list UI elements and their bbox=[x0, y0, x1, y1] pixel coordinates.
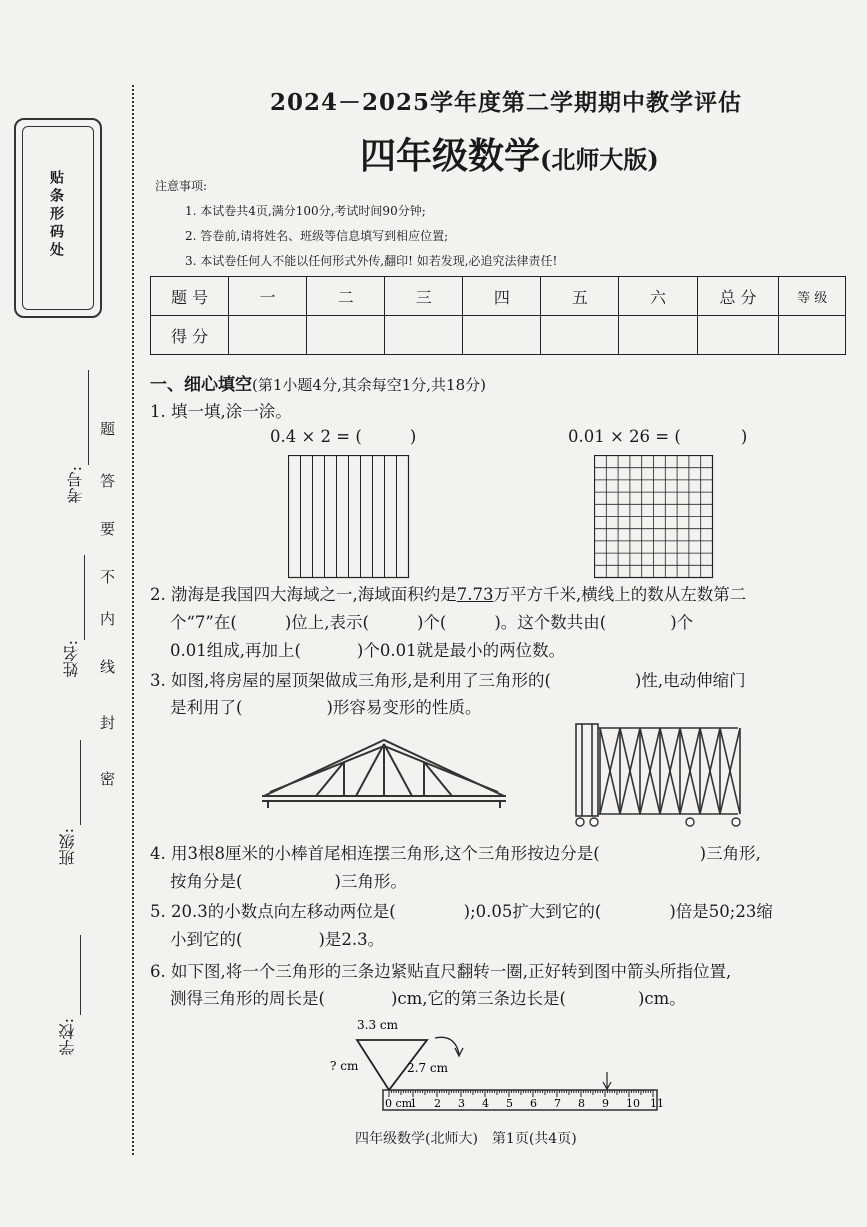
score-header-cell: 总 分 bbox=[697, 277, 779, 316]
strip-grid-10[interactable] bbox=[288, 455, 410, 579]
name-field-line[interactable] bbox=[84, 555, 85, 640]
notice-item: 2. 答卷前,请将姓名、班级等信息填写到相应位置; bbox=[185, 229, 449, 243]
seal-char: 封 bbox=[100, 714, 116, 732]
subject-title bbox=[360, 128, 659, 179]
score-header-cell: 五 bbox=[541, 277, 619, 316]
seal-char: 内 bbox=[100, 610, 116, 628]
score-cell[interactable] bbox=[541, 316, 619, 355]
score-cell[interactable] bbox=[697, 316, 779, 355]
seal-char: 线 bbox=[100, 658, 116, 676]
class-field-line[interactable] bbox=[80, 740, 81, 825]
notice-item: 3. 本试卷任何人不能以任何形式外传,翻印! 如若发现,必追究法律责任! bbox=[185, 254, 558, 268]
ruler-tick-label: 6 bbox=[530, 1097, 537, 1110]
score-header-cell: 三 bbox=[385, 277, 463, 316]
q1-left-expression: 0.4 × 2 = ( ) bbox=[270, 427, 417, 446]
question-4-line-1: 4. 用3根8厘米的小棒首尾相连摆三角形,这个三角形按边分是( )三角形, bbox=[150, 844, 761, 863]
score-cell[interactable] bbox=[619, 316, 697, 355]
triangle-left-side-label: ? cm bbox=[330, 1059, 359, 1073]
class-field-label: 班级: bbox=[58, 828, 77, 866]
ruler-tick-label: 1 bbox=[410, 1097, 417, 1110]
barcode-label: 贴条形码处 bbox=[48, 170, 64, 260]
ruler-tick-label: 11 bbox=[650, 1097, 664, 1110]
score-cell[interactable] bbox=[307, 316, 385, 355]
school-field-line[interactable] bbox=[80, 935, 81, 1015]
rotation-arrow bbox=[435, 1037, 459, 1054]
score-header-cell: 六 bbox=[619, 277, 697, 316]
name-field-label: 姓名: bbox=[62, 640, 81, 678]
question-3-line-2: 是利用了( )形容易变形的性质。 bbox=[170, 698, 482, 717]
seal-char: 题 bbox=[100, 420, 116, 438]
section-heading: 一、细心填空(第1小题4分,其余每空1分,共18分) bbox=[150, 375, 486, 395]
score-header-cell: 四 bbox=[463, 277, 541, 316]
ruler-tick-label: 4 bbox=[482, 1097, 489, 1110]
ruler-tick-label: 7 bbox=[554, 1097, 561, 1110]
notice-heading: 注意事项: bbox=[155, 179, 208, 193]
edition: (北师大版) bbox=[540, 145, 659, 174]
score-cell[interactable] bbox=[463, 316, 541, 355]
binding-line bbox=[132, 85, 134, 1155]
ruler-tick-label: 10 bbox=[626, 1097, 640, 1110]
score-cell[interactable] bbox=[229, 316, 307, 355]
score-header-cell: 一 bbox=[229, 277, 307, 316]
question-5-line-1: 5. 20.3的小数点向左移动两位是( );0.05扩大到它的( )倍是50;23缩 bbox=[150, 902, 773, 921]
underlined-number: 7.73 bbox=[456, 585, 494, 604]
seal-char: 答 bbox=[100, 472, 116, 490]
seal-char: 密 bbox=[100, 770, 116, 788]
question-2-line-2: 个“7”在( )位上,表示( )个( )。这个数共由( )个 bbox=[170, 613, 694, 632]
score-header-cell: 二 bbox=[307, 277, 385, 316]
score-table bbox=[150, 276, 846, 355]
seal-char: 不 bbox=[100, 568, 116, 586]
ruler-tick-label: 9 bbox=[602, 1097, 609, 1110]
exam-number-field-label: 考号: bbox=[66, 466, 85, 504]
score-cell[interactable] bbox=[385, 316, 463, 355]
roof-truss-figure bbox=[256, 734, 512, 812]
triangle-top-side-label: 3.3 cm bbox=[357, 1018, 398, 1032]
triangle-right-side-label: 2.7 cm bbox=[407, 1061, 448, 1075]
exam-number-field-line[interactable] bbox=[88, 370, 89, 465]
ruler-tick-label: 3 bbox=[458, 1097, 465, 1110]
retractable-gate-figure bbox=[572, 716, 744, 832]
score-cell[interactable] bbox=[779, 316, 846, 355]
page-footer: 四年级数学(北师大) 第1页(共4页) bbox=[355, 1131, 577, 1147]
school-field-label: 学校: bbox=[58, 1018, 77, 1056]
q1-right-expression: 0.01 × 26 = ( ) bbox=[568, 427, 748, 446]
score-row-label: 得 分 bbox=[151, 316, 229, 355]
question-1: 1. 填一填,涂一涂。 bbox=[150, 402, 292, 421]
ruler-tick-label: 2 bbox=[434, 1097, 441, 1110]
question-3-line-1: 3. 如图,将房屋的屋顶架做成三角形,是利用了三角形的( )性,电动伸缩门 bbox=[150, 671, 746, 690]
question-2-line-3: 0.01组成,再加上( )个0.01就是最小的两位数。 bbox=[170, 641, 566, 660]
exam-title: 2024－2025学年度第二学期期中教学评估 bbox=[270, 89, 743, 116]
question-2-line-1: 2. 渤海是我国四大海域之一,海域面积约是7.73万平方千米,横线上的数从左数第二 bbox=[150, 585, 747, 604]
ruler-tick-label: 0 cm bbox=[385, 1097, 413, 1110]
triangle-ruler-figure bbox=[325, 1010, 665, 1115]
question-4-line-2: 按角分是( )三角形。 bbox=[170, 872, 407, 891]
ruler-tick-label: 5 bbox=[506, 1097, 513, 1110]
hundred-grid[interactable] bbox=[594, 455, 714, 579]
ruler bbox=[383, 1090, 657, 1110]
notice-item: 1. 本试卷共4页,满分100分,考试时间90分钟; bbox=[185, 204, 426, 218]
ruler-tick-label: 8 bbox=[578, 1097, 585, 1110]
question-6-line-1: 6. 如下图,将一个三角形的三条边紧贴直尺翻转一圈,正好转到图中箭头所指位置, bbox=[150, 962, 732, 981]
score-header-cell: 题 号 bbox=[151, 277, 229, 316]
score-header-cell: 等 级 bbox=[779, 277, 846, 316]
seal-char: 要 bbox=[100, 520, 116, 538]
question-5-line-2: 小到它的( )是2.3。 bbox=[170, 930, 385, 949]
subject-name: 四年级数学 bbox=[360, 135, 541, 177]
question-6-line-2: 测得三角形的周长是( )cm,它的第三条边长是( )cm。 bbox=[170, 989, 686, 1008]
